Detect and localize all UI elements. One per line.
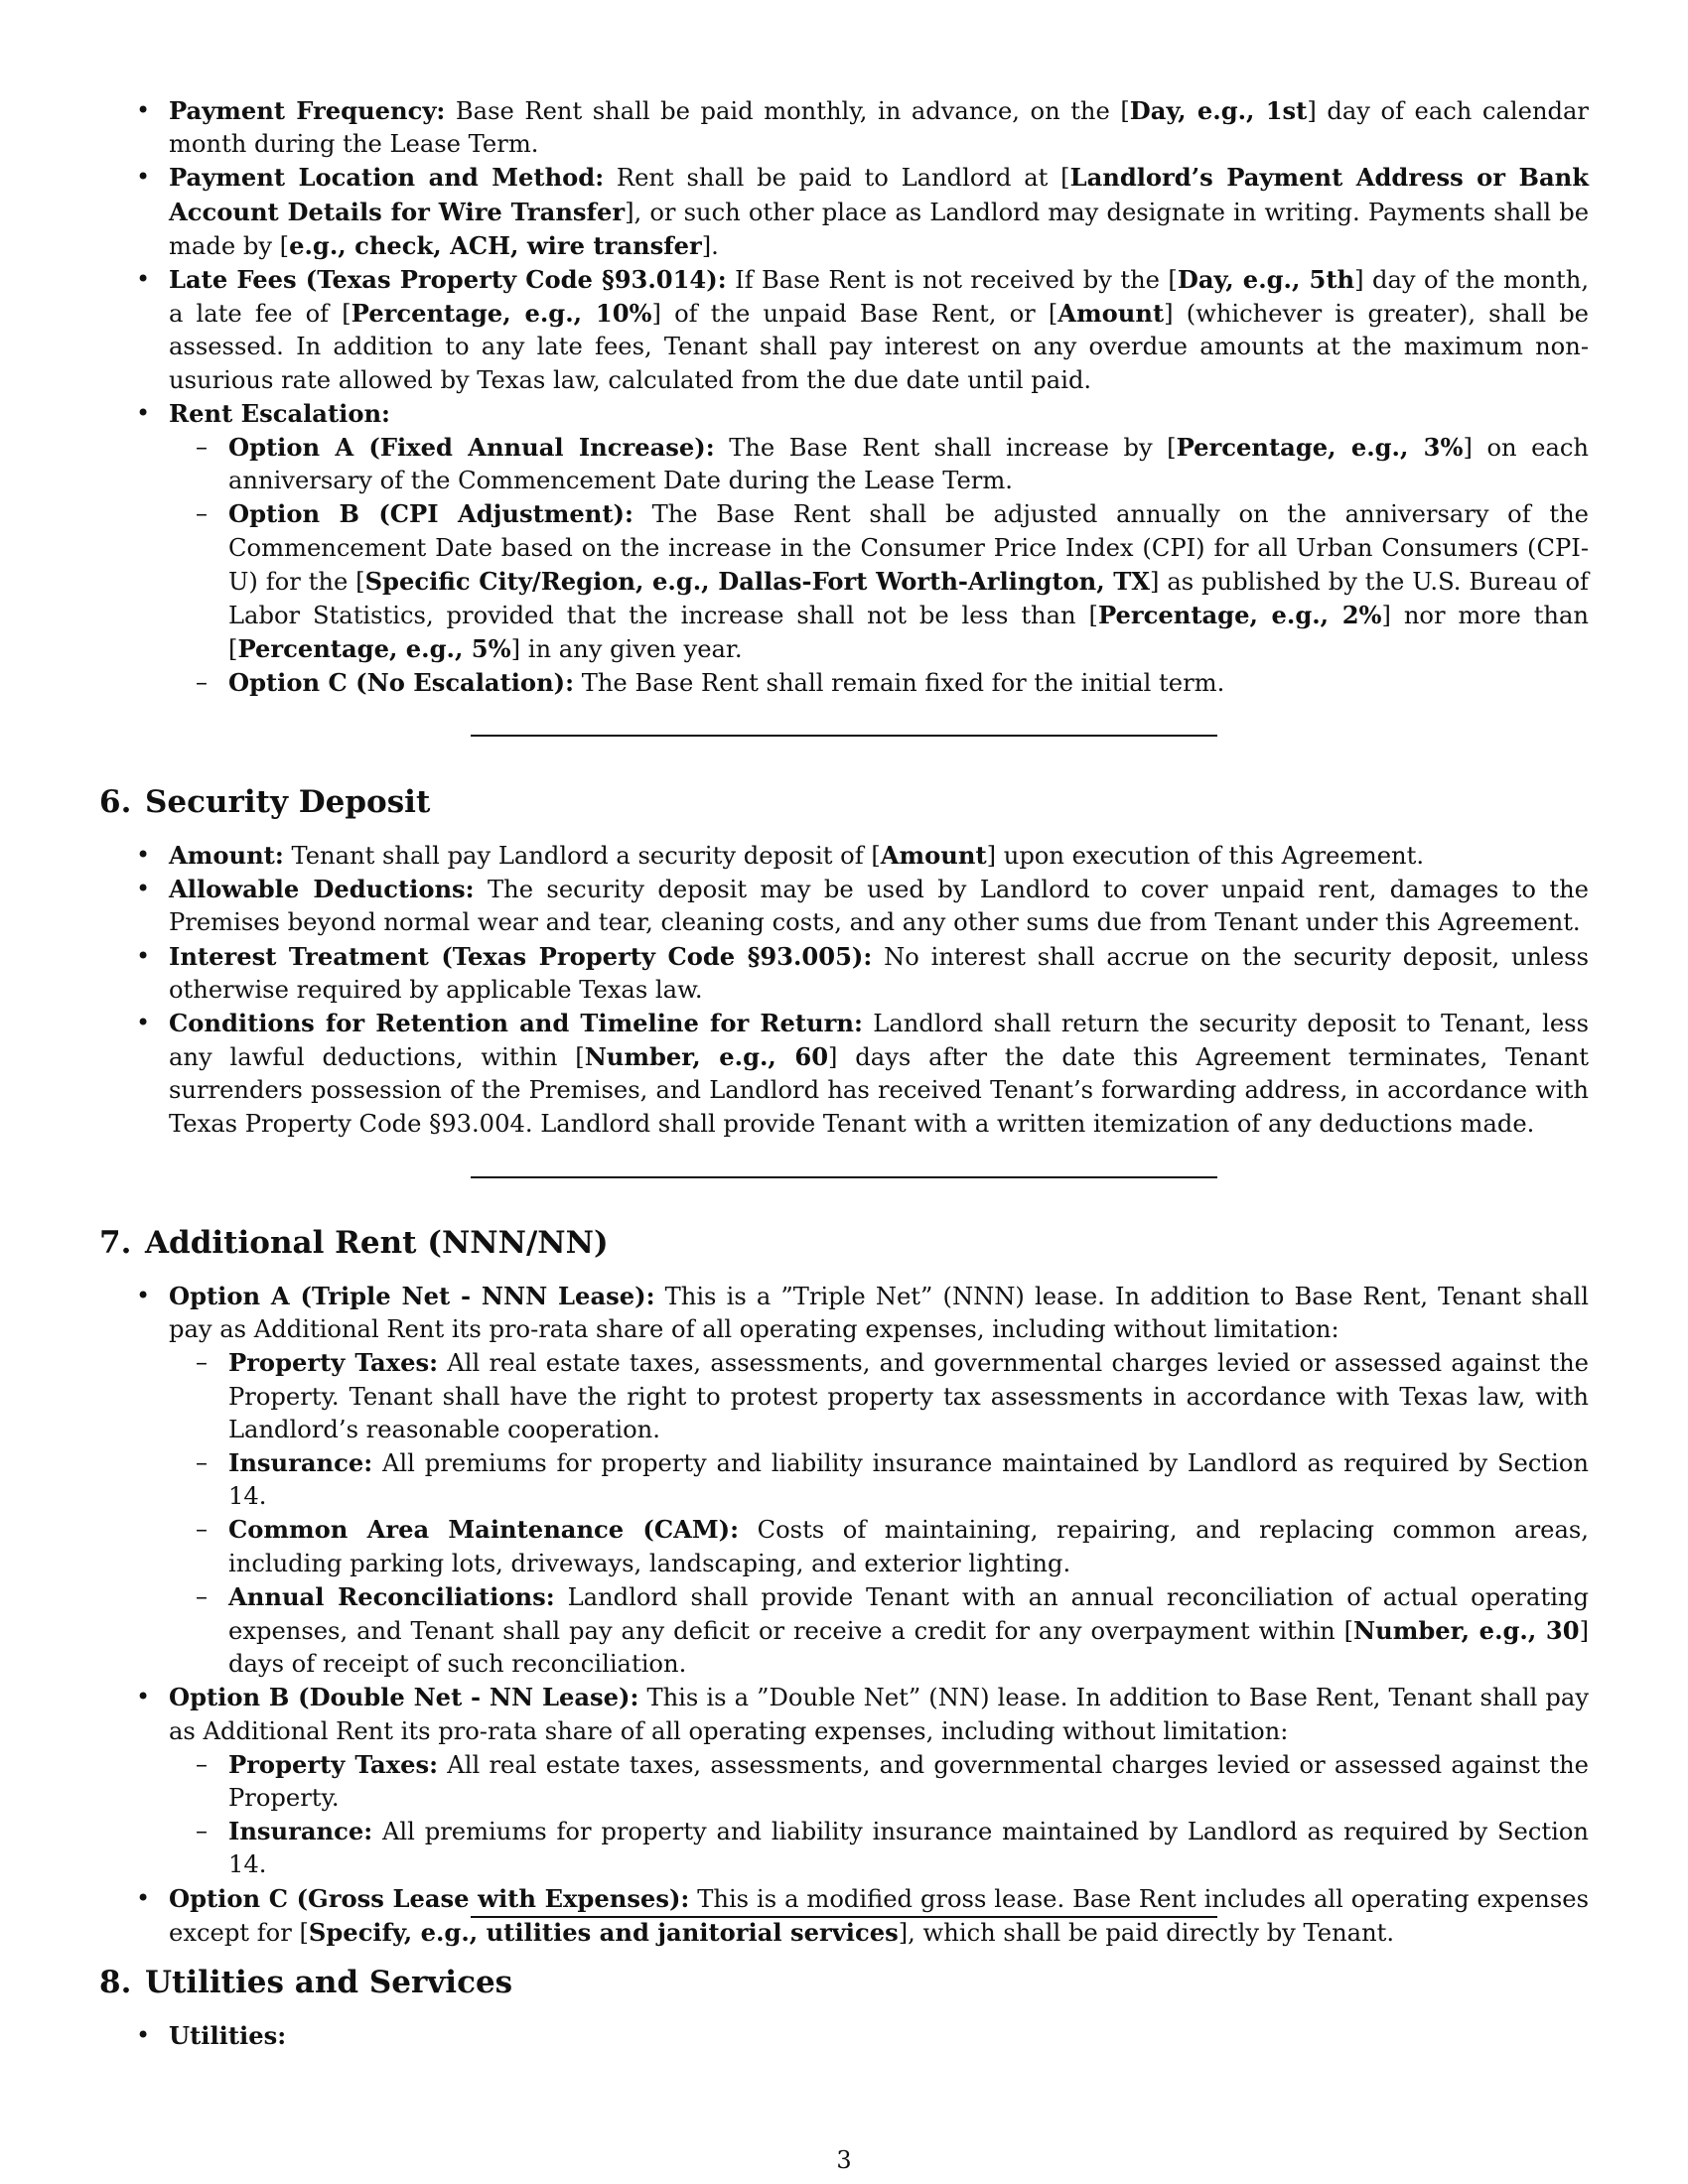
sub-item-cam: – Common Area Maintenance (CAM): Costs of maintaining, repairing, and replacing common areas, including parking lots, driveways, landscaping, and exterior lighting.	[169, 1513, 1589, 1579]
section-7-heading: 7. Additional Rent (NNN/NN)	[99, 1225, 609, 1261]
section-8-heading: 8. Utilities and Services	[99, 1965, 513, 2000]
list-item-retention-timeline: • Conditions for Retention and Timeline for Return: Landlord shall return the security deposit to Tenant, less any lawful deductions, within [Number, e.g., 60] days after the date this Agreement terminates, Tenant surrenders possession of the Premises, and Landlord has received Tenant’s forwarding address, in accordance with Texas Property Code §93.004. Landlord shall provide Tenant with a written itemization of any deductions made.	[99, 1007, 1589, 1141]
section-divider	[471, 735, 1217, 737]
security-deposit-list	[99, 839, 1589, 1141]
sub-item-property-taxes: – Property Taxes: All real estate taxes, assessments, and governmental charges levied or assessed against the Property. Tenant shall have the right to protest property tax assessments in accordance with Texas law, with Landlord’s reasonable cooperation.	[169, 1346, 1589, 1446]
list-item-payment-location: • Payment Location and Method: Rent shall be paid to Landlord at [Landlord’s Payment Address or Bank Account Details for Wire Transfer], or such other place as Landlord may designate in writing. Payments shall be made by [e.g., check, ACH, wire transfer].	[99, 161, 1589, 263]
list-item-option-c-gross: • Option C (Gross Lease with Expenses): This is a modified gross lease. Base Rent includes all operating expenses except for [Specify, e.g., utilities and janitorial services], which shall be paid directly by Tenant.	[99, 1882, 1589, 1950]
sub-item-insurance: – Insurance: All premiums for property and liability insurance maintained by Landlord as required by Section 14.	[169, 1446, 1589, 1513]
section-8-body	[99, 2019, 1589, 2053]
list-item-allowable-deductions: • Allowable Deductions: The security deposit may be used by Landlord to cover unpaid rent, damages to the Premises beyond normal wear and tear, cleaning costs, and any other sums due from Tenant under this Agreement.	[99, 873, 1589, 939]
section-6-body	[99, 839, 1589, 1141]
list-item-late-fees: • Late Fees (Texas Property Code §93.014): If Base Rent is not received by the [Day, e.g., 5th] day of the month, a late fee of [Percentage, e.g., 10%] of the unpaid Base Rent, or [Amount] (whichever is greater), shall be assessed. In addition to any late fees, Tenant shall pay interest on any overdue amounts at the maximum non-usurious rate allowed by Texas law, calculated from the due date until paid.	[99, 263, 1589, 397]
list-item-interest-treatment: • Interest Treatment (Texas Property Code §93.005): No interest shall accrue on the security deposit, unless otherwise required by applicable Texas law.	[99, 940, 1589, 1007]
sub-item-annual-reconciliations: – Annual Reconciliations: Landlord shall provide Tenant with an annual reconciliation of actual operating expenses, and Tenant shall pay any deficit or receive a credit for any overpayment within [Number, e.g., 30] days of receipt of such reconciliation.	[169, 1580, 1589, 1682]
sub-item-option-a: – Option A (Fixed Annual Increase): The Base Rent shall increase by [Percentage, e.g., 3%] on each anniversary of the Commencement Date during the Lease Term.	[169, 431, 1589, 497]
payment-terms-list	[99, 94, 1589, 701]
utilities-list	[99, 2019, 1589, 2053]
list-item-utilities: • Utilities:	[99, 2019, 1589, 2053]
section-5-continued	[99, 94, 1589, 701]
additional-rent-list	[99, 1280, 1589, 1950]
section-divider	[471, 1176, 1217, 1178]
section-7-body	[99, 1280, 1589, 1950]
sub-item-option-b: – Option B (CPI Adjustment): The Base Rent shall be adjusted annually on the anniversary of the Commencement Date based on the increase in the Consumer Price Index (CPI) for all Urban Consumers (CPI-U) for the [Specific City/Region, e.g., Dallas-Fort Worth-Arlington, TX] as published by the U.S. Bureau of Labor Statistics, provided that the increase shall not be less than [Percentage, e.g., 2%] nor more than [Percentage, e.g., 5%] in any given year.	[169, 497, 1589, 666]
nn-expenses-list	[169, 1748, 1589, 1882]
sub-item-property-taxes: – Property Taxes: All real estate taxes, assessments, and governmental charges levied or assessed against the Property.	[169, 1748, 1589, 1815]
list-item-option-b-nn: • Option B (Double Net - NN Lease): This is a ”Double Net” (NN) lease. In addition to Base Rent, Tenant shall pay as Additional Rent its pro-rata share of all operating expenses, including without limitation: – Property Taxes: All real estate taxes, assessments, and governmental charges levied or assessed against the Property. – Insurance: All premiums for property and liability insurance maintained by Landlord as required by Section 14.	[99, 1681, 1589, 1881]
rent-escalation-options	[169, 431, 1589, 701]
list-item-payment-frequency: • Payment Frequency: Base Rent shall be paid monthly, in advance, on the [Day, e.g., 1st] day of each calendar month during the Lease Term.	[99, 94, 1589, 161]
sub-item-option-c: – Option C (No Escalation): The Base Rent shall remain fixed for the initial term.	[169, 666, 1589, 700]
list-item-option-a-nnn: • Option A (Triple Net - NNN Lease): This is a ”Triple Net” (NNN) lease. In addition to Base Rent, Tenant shall pay as Additional Rent its pro-rata share of all operating expenses, including without limitation: – Property Taxes: All real estate taxes, assessments, and governmental charges levied or assessed against the Property. Tenant shall have the right to protest property tax assessments in accordance with Texas law, with Landlord’s reasonable cooperation. – Insurance: All premiums for property and liability insurance maintained by Landlord as required by Section 14. – Common Area Maintenance (CAM): Costs of maintaining, repairing, and replacing common areas, including parking lots, driveways, landscaping, and exterior lighting. – Annual Reconciliations: Landlord shall provide Tenant with an annual reconciliation of actual operating expenses, and Tenant shall pay any deficit or receive a credit for any overpayment within [Number, e.g., 30] days of receipt of such reconciliation.	[99, 1280, 1589, 1681]
section-6-heading: 6. Security Deposit	[99, 784, 431, 820]
list-item-deposit-amount: • Amount: Tenant shall pay Landlord a security deposit of [Amount] upon execution of this Agreement.	[99, 839, 1589, 873]
page-number: 3	[836, 2146, 852, 2174]
section-divider	[471, 1916, 1217, 1918]
nnn-expenses-list	[169, 1346, 1589, 1681]
sub-item-insurance: – Insurance: All premiums for property and liability insurance maintained by Landlord as required by Section 14.	[169, 1815, 1589, 1881]
list-item-rent-escalation: • Rent Escalation: – Option A (Fixed Annual Increase): The Base Rent shall increase by [Percentage, e.g., 3%] on each anniversary of the Commencement Date during the Lease Term. – Option B (CPI Adjustment): The Base Rent shall be adjusted annually on the anniversary of the Commencement Date based on the increase in the Consumer Price Index (CPI) for all Urban Consumers (CPI-U) for the [Specific City/Region, e.g., Dallas-Fort Worth-Arlington, TX] as published by the U.S. Bureau of Labor Statistics, provided that the increase shall not be less than [Percentage, e.g., 2%] nor more than [Percentage, e.g., 5%] in any given year. – Option C (No Escalation): The Base Rent shall remain fixed for the initial term.	[99, 397, 1589, 701]
